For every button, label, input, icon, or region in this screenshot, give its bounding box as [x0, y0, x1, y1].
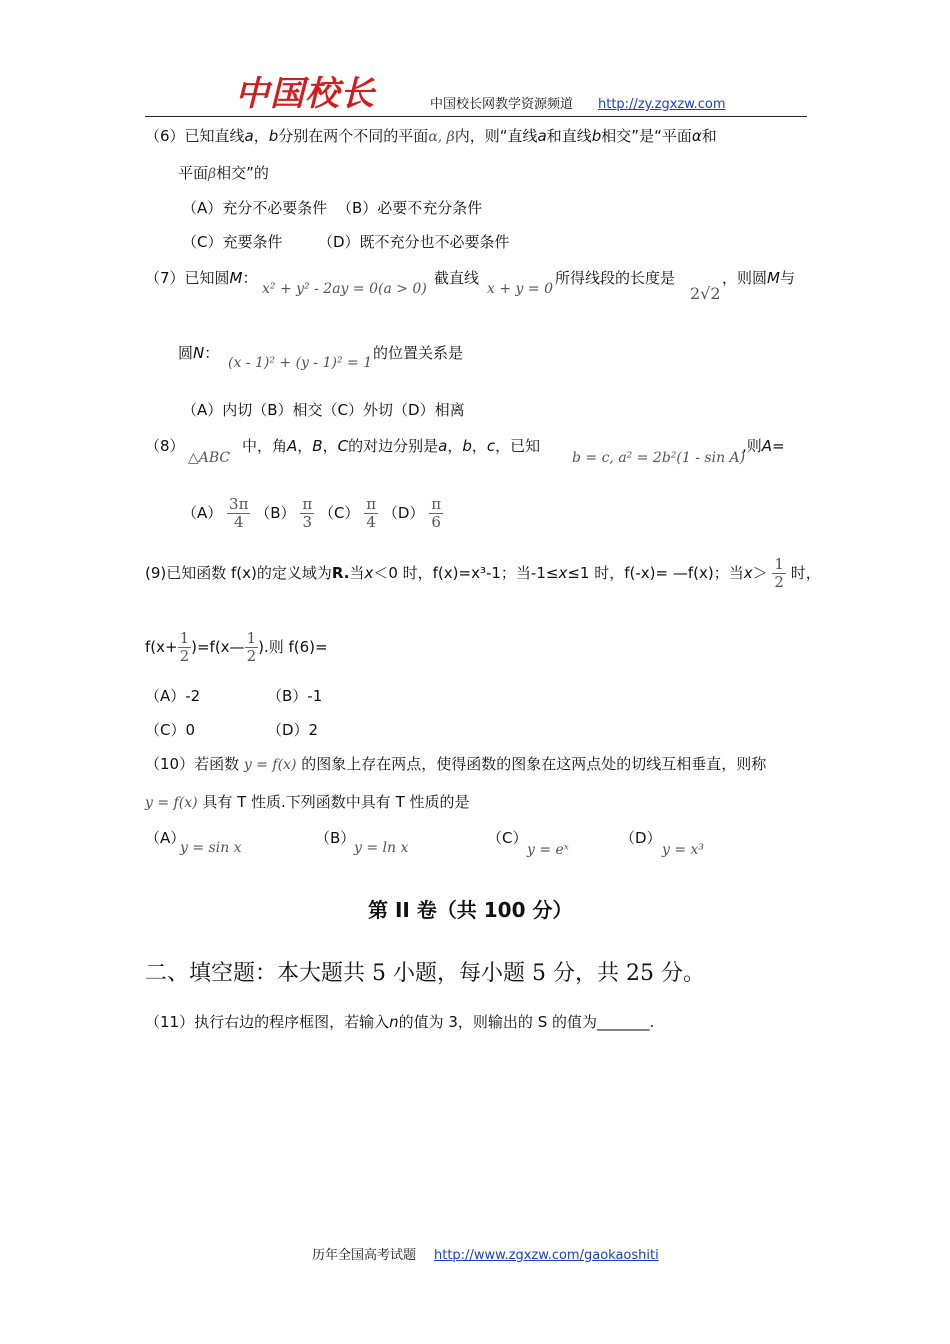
q7-circle-equation: x² + y² - 2ay = 0(a > 0) [262, 281, 427, 297]
header-site-name: 中国校长网教学资源频道 [430, 97, 574, 112]
q9-line2-fraction-2: $\frac{1}{2}$ [246, 629, 257, 665]
q8-option-b-fraction: $\frac{\pi}{3}$ [302, 495, 313, 531]
q6-planes: α, β [428, 129, 455, 145]
q7-text-d: ，则圆M与 [722, 269, 795, 287]
q10-option-b-formula: y = ln x [354, 840, 409, 856]
q8-condition: b = c, a² = 2b²(1 - sin A) [572, 450, 746, 466]
q10-option-c: （C） [487, 829, 528, 847]
q9-line1: (9)已知函数 f(x)的定义域为R.当x＜0 时，f(x)=x³-1；当-1≤x≤1 时，f(-x)= —f(x)；当x＞ $\frac{1}{2}$ 时， [145, 555, 821, 591]
q10-option-c-formula: y = eˣ [527, 842, 569, 858]
q8-triangle: △ABC [188, 450, 231, 466]
q7-text-c: 所得线段的长度是 [555, 269, 676, 287]
footer-link[interactable]: http://www.zgxzw.com/gaokaoshiti [434, 1248, 659, 1263]
q10-line2: y = f(x) 具有 T 性质.下列函数中具有 T 性质的是 [145, 793, 470, 811]
site-logo: 中国校长 [235, 74, 375, 114]
q10-option-a: （A） [145, 829, 186, 847]
q8-text: 中，角A，B，C的对边分别是a，b，c，已知 [242, 437, 541, 455]
q10-option-d-formula: y = x³ [662, 842, 705, 858]
q6-line1: （6）已知直线a，b分别在两个不同的平面α, β内，则“直线a和直线b相交”是“平面α和 [145, 127, 717, 145]
q6-line2: 平面β相交”的 [178, 164, 269, 182]
q6-option-c: （C）充要条件 [182, 233, 283, 251]
q9-option-a: （A）-2 [145, 687, 201, 705]
q7-line-equation: x + y = 0 [487, 281, 553, 297]
q7-options: （A）内切（B）相交（C）外切（D）相离 [182, 401, 465, 419]
q9-option-d: （D）2 [267, 721, 319, 739]
q11-text: （11）执行右边的程序框图，若输入n的值为 3，则输出的 S 的值为_______. [145, 1013, 655, 1031]
q9-half-fraction: $\frac{1}{2}$ [774, 555, 784, 591]
footer-text: 历年全国高考试题 [312, 1248, 417, 1263]
q9-line2: f(x+ $\frac{1}{2}$ )=f(x— $\frac{1}{2}$ ).则 f(6)= [145, 629, 328, 665]
section-2-subtitle: 二、填空题：本大题共 5 小题，每小题 5 分，共 25 分。 [145, 961, 705, 986]
q7-length: 2√2 [690, 284, 721, 303]
q6-option-d: （D）既不充分也不必要条件 [318, 233, 510, 251]
header-site-link[interactable]: http://zy.zgxzw.com [598, 97, 726, 112]
q8-number: （8） [145, 437, 185, 455]
q7-line2: 圆N： [178, 344, 220, 362]
q8-option-d-fraction: $\frac{\pi}{6}$ [431, 495, 442, 531]
q8-options: （A） $\frac{3\pi}{4}$ （B） $\frac{\pi}{3}$ （C） $\frac{\pi}{4}$ （D） $\frac{\pi}{6}$ [182, 495, 442, 531]
q7-line2-text: 的位置关系是 [373, 344, 464, 362]
q8-option-c-fraction: $\frac{\pi}{4}$ [366, 495, 377, 531]
q6-option-b: （B）必要不充分条件 [337, 199, 483, 217]
section-2-title: 第 II 卷（共 100 分） [368, 898, 573, 922]
q8-ask: ,则A= [742, 437, 785, 455]
q9-option-c: （C）0 [145, 721, 196, 739]
header-divider [145, 116, 807, 117]
q10-option-a-formula: y = sin x [180, 840, 242, 856]
q7-circle-n-equation: (x - 1)² + (y - 1)² = 1 [228, 355, 373, 371]
q6-option-a: （A）充分不必要条件 [182, 199, 328, 217]
q10-option-d: （D） [620, 829, 662, 847]
q7-line1: （7）已知圆M： [145, 269, 258, 287]
q9-line2-fraction-1: $\frac{1}{2}$ [179, 629, 190, 665]
q9-option-b: （B）-1 [267, 687, 323, 705]
q7-text-b: 截直线 [434, 269, 480, 287]
q10-option-b: （B） [315, 829, 356, 847]
q10-line1: （10）若函数 y = f(x) 的图象上存在两点，使得函数的图象在这两点处的切线互相垂直，则称 [145, 755, 767, 773]
q8-option-a-fraction: $\frac{3\pi}{4}$ [229, 495, 249, 531]
